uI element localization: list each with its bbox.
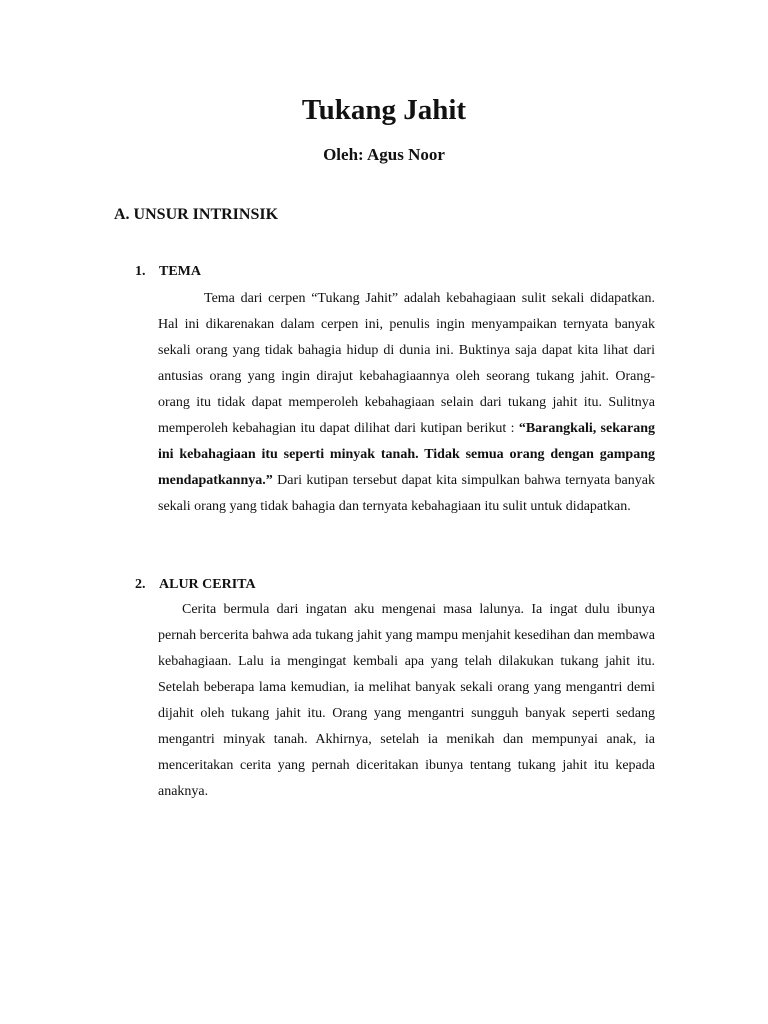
subheading-number: 2. (135, 577, 146, 592)
subheading-tema (135, 262, 201, 282)
document-author: Oleh: Agus Noor (323, 145, 445, 164)
paragraph-text: Tema dari cerpen “Tukang Jahit” adalah kebahagiaan sulit sekali didapatkan. Hal ini dikarenakan dalam cerpen ini, penulis ingin menyampaikan ternyata banyak sekali orang yang tidak bahagia hidup di dunia ini. Buktinya saja dapat kita lihat dari antusias orang yang ingin dirajut kebahagiaannya oleh seorang tukang jahit. Orang-orang itu tidak dapat memperoleh kebahagiaan selain dari tukang jahit itu. Sulitnya memperoleh kebahagian itu dapat dilihat dari kutipan berikut : (158, 291, 655, 436)
document-title: Tukang Jahit (301, 94, 467, 126)
subheading-number: 1. (135, 264, 146, 279)
paragraph-text: Dari kutipan tersebut dapat kita simpulkan bahwa ternyata banyak sekali orang yang tidak bahagia dan ternyata kebahagiaan itu sulit untuk didapatkan. (158, 473, 655, 514)
subheading-label: TEMA (159, 264, 201, 279)
paragraph-alur-cerita: Cerita bermula dari ingatan aku mengenai masa lalunya. Ia ingat dulu ibunya pernah bercerita bahwa ada tukang jahit yang mampu menjahit kesedihan dan membawa kebahagiaan. Lalu ia mengingat kembali apa yang telah dilakukan tukang jahit itu. Setelah beberapa lama kemudian, ia melihat banyak sekali orang yang mengantri demi dijahit oleh tukang jahit itu. Orang yang mengantri sungguh banyak seperti sedang mengantri minyak tanah. Akhirnya, setelah ia menikah dan mempunyai anak, ia menceritakan cerita yang pernah diceritakan ibunya tentang tukang jahit itu kepada anaknya. (158, 602, 655, 799)
subheading-alur-cerita (135, 575, 256, 595)
section-heading-unsur-intrinsik: A. UNSUR INTRINSIK (114, 206, 279, 223)
paragraph-tema (158, 286, 655, 520)
subheading-label: ALUR CERITA (159, 577, 256, 592)
quote-text: “Barangkali, sekarang ini kebahagiaan itu seperti minyak tanah. Tidak semua orang dengan gampang mendapatkannya.” (158, 421, 656, 488)
